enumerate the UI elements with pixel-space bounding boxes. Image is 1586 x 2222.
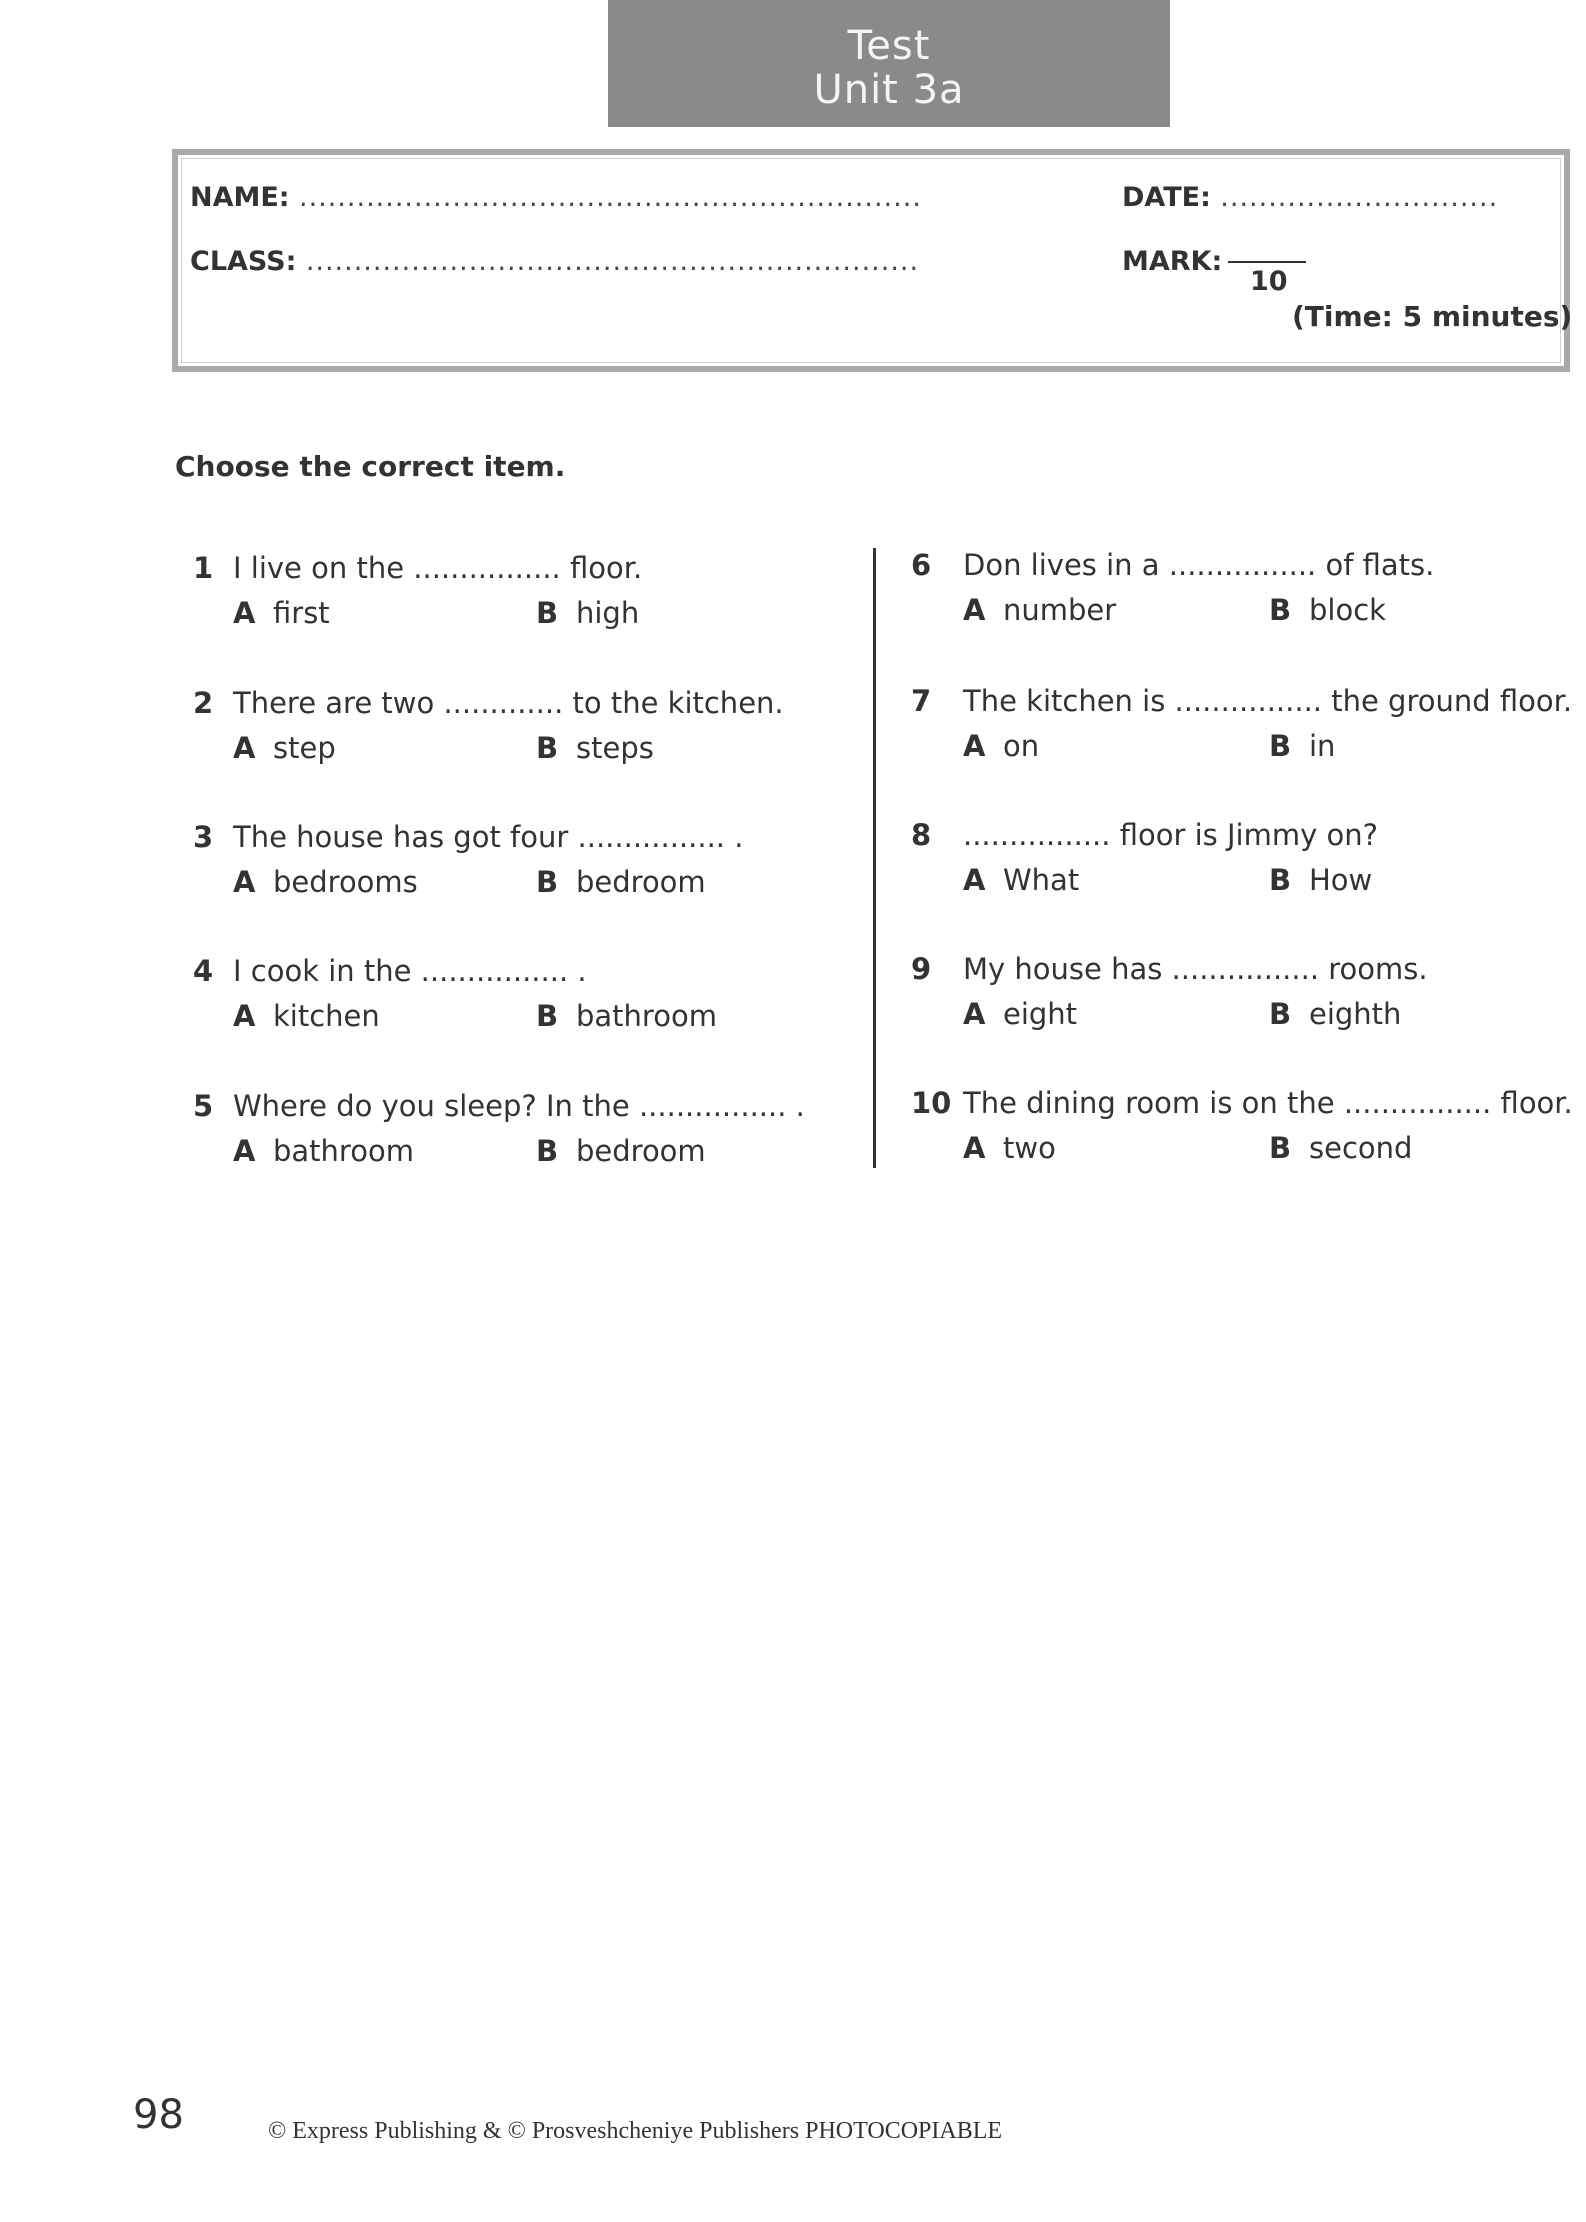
question-number: 5 — [193, 1089, 214, 1123]
option-a[interactable] — [233, 865, 418, 899]
option-b[interactable] — [536, 731, 654, 765]
option-letter: A — [233, 999, 256, 1033]
option-text: bathroom — [273, 1134, 414, 1168]
date-label: DATE: — [1122, 182, 1211, 213]
column-divider — [873, 548, 876, 1168]
mark-label: MARK: — [1122, 246, 1223, 277]
question-number: 3 — [193, 820, 214, 854]
class-dots: ................................................................ — [305, 246, 920, 277]
question-number: 7 — [911, 684, 932, 718]
question-stem: The house has got four ................ . — [233, 820, 744, 854]
test-title-banner — [608, 0, 1170, 127]
option-letter: A — [233, 1134, 256, 1168]
option-letter: B — [1269, 729, 1292, 763]
option-letter: B — [1269, 1131, 1292, 1165]
question-stem: There are two ............. to the kitchen. — [233, 686, 784, 720]
option-a[interactable] — [233, 596, 330, 630]
option-text: steps — [576, 731, 654, 765]
option-letter: B — [536, 865, 559, 899]
option-b[interactable] — [536, 1134, 706, 1168]
option-text: two — [1003, 1131, 1056, 1165]
question-stem: I live on the ................ floor. — [233, 551, 643, 585]
banner-title: Test — [847, 23, 931, 69]
option-b[interactable] — [536, 999, 717, 1033]
option-text: first — [273, 596, 330, 630]
option-text: bathroom — [576, 999, 717, 1033]
option-b[interactable] — [1269, 863, 1372, 897]
option-letter: A — [963, 1131, 986, 1165]
option-b[interactable] — [536, 596, 639, 630]
copyright-footer: © Express Publishing & © Prosveshcheniye Publishers PHOTOCOPIABLE — [268, 2118, 1003, 2144]
name-field[interactable] — [190, 182, 922, 213]
option-b[interactable] — [1269, 1131, 1412, 1165]
question-stem: The kitchen is ................ the ground floor. — [963, 684, 1573, 718]
option-text: second — [1309, 1131, 1413, 1165]
class-label: CLASS: — [190, 246, 297, 277]
option-letter: A — [233, 731, 256, 765]
option-a[interactable] — [233, 731, 336, 765]
question-number: 8 — [911, 818, 932, 852]
option-text: high — [576, 596, 640, 630]
question-stem: My house has ................ rooms. — [963, 952, 1428, 986]
mark-fraction-line — [1228, 261, 1306, 263]
option-letter: A — [963, 729, 986, 763]
option-letter: A — [233, 596, 256, 630]
question-number: 1 — [193, 551, 214, 585]
option-text: What — [1003, 863, 1080, 897]
option-text: number — [1003, 593, 1117, 627]
option-letter: A — [963, 997, 986, 1031]
question-number: 6 — [911, 548, 932, 582]
option-letter: B — [1269, 593, 1292, 627]
option-text: How — [1309, 863, 1373, 897]
page-number: 98 — [133, 2092, 184, 2138]
question-stem: The dining room is on the ................ floor. — [963, 1086, 1573, 1120]
question-number: 4 — [193, 954, 214, 988]
date-dots: ............................. — [1220, 182, 1499, 213]
question-number: 2 — [193, 686, 214, 720]
option-letter: B — [536, 596, 559, 630]
option-a[interactable] — [963, 729, 1039, 763]
option-a[interactable] — [963, 1131, 1056, 1165]
option-b[interactable] — [1269, 593, 1386, 627]
option-letter: B — [1269, 997, 1292, 1031]
question-stem: I cook in the ................ . — [233, 954, 587, 988]
question-stem: Where do you sleep? In the ................ . — [233, 1089, 805, 1123]
question-number: 9 — [911, 952, 932, 986]
option-letter: B — [536, 1134, 559, 1168]
option-letter: A — [233, 865, 256, 899]
option-text: bedroom — [576, 1134, 706, 1168]
option-a[interactable] — [963, 997, 1077, 1031]
option-text: kitchen — [273, 999, 380, 1033]
instruction: Choose the correct item. — [175, 450, 566, 483]
option-letter: B — [1269, 863, 1292, 897]
option-text: block — [1309, 593, 1386, 627]
time-limit: (Time: 5 minutes) — [1292, 300, 1573, 333]
class-field[interactable] — [190, 246, 919, 277]
date-field[interactable] — [1122, 182, 1498, 213]
banner-subtitle: Unit 3a — [813, 67, 965, 113]
option-text: eighth — [1309, 997, 1402, 1031]
question-number: 10 — [911, 1086, 952, 1120]
option-a[interactable] — [963, 863, 1079, 897]
option-text: bedroom — [576, 865, 706, 899]
option-text: in — [1309, 729, 1336, 763]
option-letter: B — [536, 731, 559, 765]
question-stem: ................ floor is Jimmy on? — [963, 818, 1378, 852]
option-text: bedrooms — [273, 865, 418, 899]
option-text: eight — [1003, 997, 1078, 1031]
option-a[interactable] — [963, 593, 1116, 627]
question-stem: Don lives in a ................ of flats. — [963, 548, 1435, 582]
option-letter: A — [963, 593, 986, 627]
option-letter: A — [963, 863, 986, 897]
option-a[interactable] — [233, 999, 380, 1033]
option-a[interactable] — [233, 1134, 414, 1168]
option-b[interactable] — [1269, 997, 1401, 1031]
option-text: on — [1003, 729, 1040, 763]
option-b[interactable] — [1269, 729, 1335, 763]
mark-denominator: 10 — [1250, 266, 1288, 297]
name-dots: ................................................................. — [299, 182, 922, 213]
option-letter: B — [536, 999, 559, 1033]
mark-field[interactable] — [1122, 246, 1222, 277]
option-text: step — [273, 731, 336, 765]
name-label: NAME: — [190, 182, 290, 213]
option-b[interactable] — [536, 865, 706, 899]
